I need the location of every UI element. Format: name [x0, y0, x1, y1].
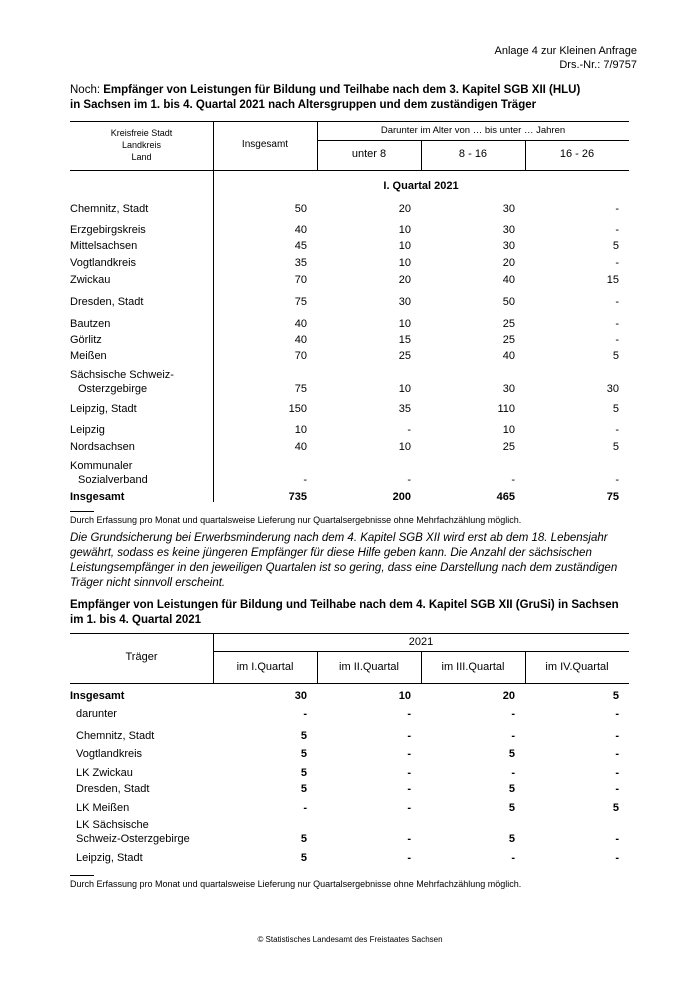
note-line-2: gewährt, sodass es keine jüngeren Empfänger für diese Hilfe geben kann. Die Anzahl der sächsischen — [70, 547, 592, 559]
table-row — [0, 818, 700, 852]
table2-title-line2: im 1. bis 4. Quartal 2021 — [70, 614, 202, 626]
row-label: darunter — [76, 708, 117, 720]
row-under8: - — [407, 424, 411, 436]
row-16-26: - — [615, 203, 619, 215]
row-q4: 5 — [612, 690, 619, 702]
row-label: LK Zwickau — [76, 767, 133, 779]
table-row — [0, 223, 700, 240]
row-q2: - — [407, 767, 411, 779]
row-total: 50 — [294, 203, 307, 215]
table-row — [0, 256, 700, 273]
table-row — [0, 349, 700, 366]
row-label-cont: Sozialverband — [78, 474, 148, 486]
row-label: Insgesamt — [70, 690, 125, 702]
row-q3: 5 — [508, 748, 515, 760]
row-16-26: 5 — [612, 240, 619, 252]
row-label: Bautzen — [70, 318, 111, 330]
row-total: 40 — [294, 334, 307, 346]
col-region-line1: Kreisfreie Stadt — [110, 128, 173, 138]
row-q1: 5 — [300, 748, 307, 760]
table1-header-rule — [70, 170, 629, 171]
row-label: Erzgebirgskreis — [70, 224, 146, 236]
row-label: Insgesamt — [70, 491, 125, 503]
row-16-26: 5 — [612, 350, 619, 362]
row-label: Zwickau — [70, 274, 111, 286]
row-q2: - — [407, 852, 411, 864]
table2-col-year: 2021 — [408, 636, 434, 648]
row-total: 35 — [294, 257, 307, 269]
table-row — [0, 239, 700, 256]
table-row — [0, 333, 700, 350]
row-label: Meißen — [70, 350, 107, 362]
table2-col-carrier: Träger — [125, 651, 158, 663]
row-total: 735 — [288, 491, 307, 503]
table2-footnote-rule — [70, 875, 94, 876]
row-under8: 25 — [398, 350, 411, 362]
row-under8: 10 — [398, 318, 411, 330]
row-q2: - — [407, 708, 411, 720]
row-16-26: 30 — [606, 383, 619, 395]
row-q2: - — [407, 783, 411, 795]
table1-section: I. Quartal 2021 — [383, 180, 459, 192]
row-8-16: 25 — [502, 441, 515, 453]
row-label: Dresden, Stadt — [76, 783, 150, 795]
row-label: Vogtlandkreis — [70, 257, 137, 269]
row-q2: - — [407, 833, 411, 845]
table1-col-region — [70, 127, 213, 163]
table-row — [0, 368, 700, 402]
row-q1: 5 — [300, 833, 307, 845]
row-16-26: - — [615, 257, 619, 269]
row-total: 75 — [294, 383, 307, 395]
row-under8: 10 — [398, 441, 411, 453]
col-region-line3: Land — [131, 152, 152, 162]
table-row — [0, 295, 700, 312]
row-total: 45 — [294, 240, 307, 252]
row-q4: 5 — [612, 802, 619, 814]
row-label: Leipzig — [70, 424, 105, 436]
row-label: LK Meißen — [76, 802, 130, 814]
row-8-16: 40 — [502, 350, 515, 362]
table1-col-8-16: 8 - 16 — [458, 148, 488, 160]
row-8-16: 50 — [502, 296, 515, 308]
row-total: 40 — [294, 224, 307, 236]
row-total: 150 — [288, 403, 307, 415]
table1-col-16-26: 16 - 26 — [559, 148, 595, 160]
table-row-total — [0, 689, 700, 706]
row-16-26: 75 — [606, 491, 619, 503]
table-row — [0, 851, 700, 868]
table2-title-line1: Empfänger von Leistungen für Bildung und Teilhabe nach dem 4. Kapitel SGB XII (GruSi) in Sachsen — [70, 599, 619, 611]
row-label: Sächsische Schweiz- — [70, 369, 174, 381]
row-16-26: 5 — [612, 441, 619, 453]
row-8-16: 25 — [502, 318, 515, 330]
row-16-26: 15 — [606, 274, 619, 286]
header-line-1: Anlage 4 zur Kleinen Anfrage — [494, 45, 637, 57]
row-q4: - — [615, 852, 619, 864]
grusi-note — [70, 531, 650, 591]
table-row — [0, 317, 700, 334]
row-label: LK Sächsische — [76, 819, 149, 831]
row-8-16: 110 — [497, 403, 515, 415]
table-row — [0, 766, 700, 783]
header-line-2: Drs.-Nr.: 7/9757 — [559, 59, 637, 71]
row-q4: - — [615, 708, 619, 720]
row-16-26: - — [615, 318, 619, 330]
table-row — [0, 440, 700, 457]
row-total: 70 — [294, 350, 307, 362]
row-q3: - — [511, 852, 515, 864]
table2-col-q4: im IV.Quartal — [545, 661, 609, 673]
row-q3: 5 — [508, 802, 515, 814]
row-16-26: - — [615, 474, 619, 486]
row-q3: 5 — [508, 833, 515, 845]
row-label: Leipzig, Stadt — [76, 852, 143, 864]
row-total: 10 — [294, 424, 307, 436]
table-row — [0, 202, 700, 219]
row-8-16: 20 — [502, 257, 515, 269]
row-q4: - — [615, 767, 619, 779]
row-total: 70 — [294, 274, 307, 286]
row-8-16: 10 — [502, 424, 515, 436]
row-q2: - — [407, 730, 411, 742]
row-8-16: 30 — [502, 240, 515, 252]
row-q4: - — [615, 748, 619, 760]
table1-top-rule — [70, 121, 629, 122]
row-q2: - — [407, 748, 411, 760]
table-row — [0, 402, 700, 419]
row-under8: 35 — [398, 403, 411, 415]
row-8-16: 25 — [502, 334, 515, 346]
row-q3: 5 — [508, 783, 515, 795]
row-total: 40 — [294, 318, 307, 330]
table-row — [0, 729, 700, 746]
row-label: Kommunaler — [70, 460, 133, 472]
row-label: Chemnitz, Stadt — [76, 730, 155, 742]
table-row — [0, 423, 700, 440]
table-row-total — [0, 490, 700, 507]
row-q3: - — [511, 708, 515, 720]
row-q4: - — [615, 833, 619, 845]
row-16-26: - — [615, 334, 619, 346]
page-footer: © Statistisches Landesamt des Freistaates Sachsen — [257, 935, 443, 944]
row-total: 40 — [294, 441, 307, 453]
row-under8: 10 — [398, 240, 411, 252]
row-label: Dresden, Stadt — [70, 296, 144, 308]
row-8-16: - — [511, 474, 515, 486]
row-label: Nordsachsen — [70, 441, 135, 453]
row-label: Chemnitz, Stadt — [70, 203, 149, 215]
row-q1: - — [303, 708, 307, 720]
table2-col-q2: im II.Quartal — [339, 661, 399, 673]
row-q1: 5 — [300, 852, 307, 864]
table1-title-line1: Empfänger von Leistungen für Bildung und Teilhabe nach dem 3. Kapitel SGB XII (HLU) — [103, 84, 581, 96]
row-8-16: 465 — [496, 491, 515, 503]
row-q1: 5 — [300, 783, 307, 795]
row-label-cont: Osterzgebirge — [78, 383, 148, 395]
row-under8: 10 — [398, 383, 411, 395]
table-row — [0, 801, 700, 818]
row-under8: - — [407, 474, 411, 486]
note-line-1: Die Grundsicherung bei Erwerbsminderung nach dem 4. Kapitel SGB XII wird erst ab dem 18. Lebensjahr — [70, 532, 608, 544]
table-row — [0, 707, 700, 724]
row-under8: 30 — [398, 296, 411, 308]
row-q1: - — [303, 802, 307, 814]
row-under8: 200 — [392, 491, 411, 503]
row-under8: 20 — [398, 203, 411, 215]
table-row — [0, 273, 700, 290]
row-16-26: - — [615, 224, 619, 236]
table1-group-rule — [317, 140, 629, 141]
row-q2: 10 — [398, 690, 411, 702]
table1-title — [70, 83, 650, 113]
row-q3: - — [511, 767, 515, 779]
row-under8: 15 — [398, 334, 411, 346]
table1-footnote: Durch Erfassung pro Monat und quartalsweise Lieferung nur Quartalsergebnisse ohne Mehrfachzählung möglich. — [70, 515, 522, 525]
row-q1: 5 — [300, 767, 307, 779]
row-q4: - — [615, 730, 619, 742]
table2-header-rule — [70, 683, 629, 684]
row-8-16: 30 — [502, 383, 515, 395]
table-row — [0, 459, 700, 493]
table1-col-group: Darunter im Alter von … bis unter … Jahren — [380, 125, 566, 136]
table1-title-prefix: Noch: — [70, 84, 104, 96]
table2-footnote: Durch Erfassung pro Monat und quartalsweise Lieferung nur Quartalsergebnisse ohne Mehrfachzählung möglich. — [70, 879, 522, 889]
table-row — [0, 747, 700, 764]
row-16-26: 5 — [612, 403, 619, 415]
table-row — [0, 782, 700, 799]
table1-footnote-rule — [70, 511, 94, 512]
table2-col-q3: im III.Quartal — [441, 661, 505, 673]
row-under8: 10 — [398, 257, 411, 269]
document-header — [495, 44, 638, 72]
row-8-16: 40 — [502, 274, 515, 286]
row-q4: - — [615, 783, 619, 795]
row-total: - — [303, 474, 307, 486]
note-line-3: Leistungsempfänger in den jeweiligen Quartalen ist so gering, dass eine Darstellung nach dem zuständigen — [70, 562, 618, 574]
row-label: Mittelsachsen — [70, 240, 138, 252]
row-q1: 5 — [300, 730, 307, 742]
table2-top-rule — [70, 633, 629, 634]
row-16-26: - — [615, 296, 619, 308]
table2-col-q1: im I.Quartal — [236, 661, 294, 673]
row-total: 75 — [294, 296, 307, 308]
row-q2: - — [407, 802, 411, 814]
table1-title-line2: in Sachsen im 1. bis 4. Quartal 2021 nach Altersgruppen und dem zuständigen Träger — [70, 99, 537, 111]
row-under8: 10 — [398, 224, 411, 236]
row-q3: 20 — [502, 690, 515, 702]
row-label: Görlitz — [70, 334, 102, 346]
row-q3: - — [511, 730, 515, 742]
row-label: Vogtlandkreis — [76, 748, 143, 760]
row-label-cont: Schweiz-Osterzgebirge — [76, 833, 190, 845]
row-8-16: 30 — [502, 224, 515, 236]
note-line-4: Träger nicht sinnvoll erscheint. — [70, 577, 226, 589]
row-q1: 30 — [294, 690, 307, 702]
table1-col-under8: unter 8 — [351, 148, 387, 160]
row-8-16: 30 — [502, 203, 515, 215]
row-16-26: - — [615, 424, 619, 436]
row-label: Leipzig, Stadt — [70, 403, 137, 415]
row-under8: 20 — [398, 274, 411, 286]
col-region-line2: Landkreis — [121, 140, 162, 150]
table1-col-total: Insgesamt — [241, 139, 289, 150]
table2-title — [70, 598, 650, 628]
